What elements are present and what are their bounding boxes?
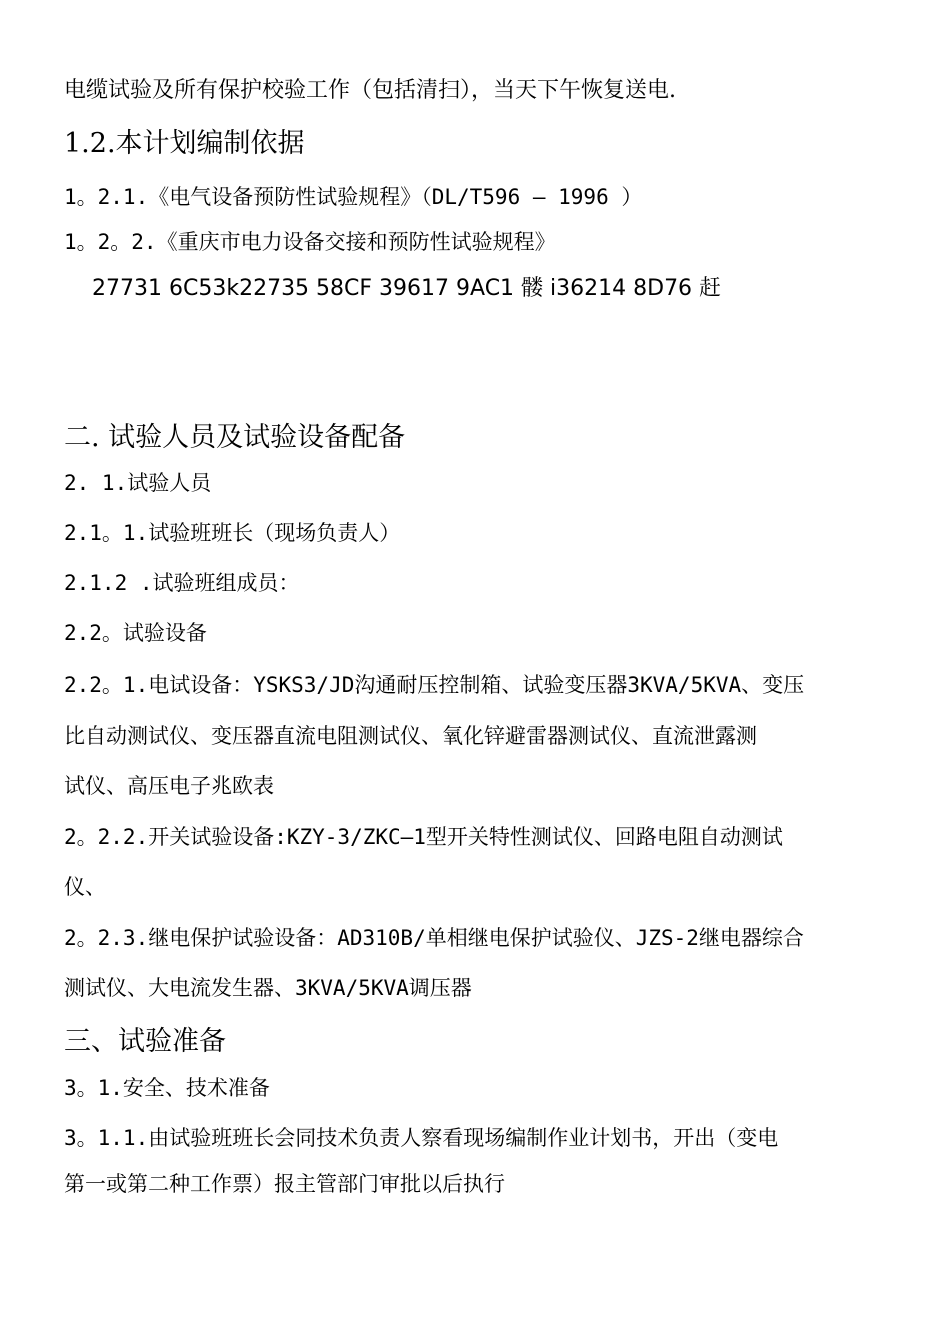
section-heading-2: 二. 试验人员及试验设备配备 [64, 422, 406, 453]
paragraph-line: 电缆试验及所有保护校验工作（包括清扫），当天下午恢复送电. [64, 78, 676, 103]
reference-item-2: 1。2。2.《重庆市电力设备交接和预防性试验规程》 [64, 230, 556, 254]
section-heading-1-2: 1.2.本计划编制依据 [64, 128, 305, 159]
reference-item-1: 1。2.1.《电气设备预防性试验规程》（DL/T596 — 1996 ） [64, 185, 643, 209]
garbled-text-line: 27731 6C53k22735 58CF 39617 9AC1 髅 i36214 8D76 赶 [92, 276, 722, 301]
section-heading-3: 三、试验准备 [64, 1026, 226, 1057]
item-2-2-2-line1: 2。2.2.开关试验设备:KZY-3/ZKC—1型开关特性测试仪、回路电阻自动测试 [64, 825, 783, 849]
item-2-1-1: 2.1。1.试验班班长（现场负责人） [64, 521, 401, 545]
item-2-2-1-line1: 2.2。1.电试设备：YSKS3/JD沟通耐压控制箱、试验变压器3KVA/5KVA、变压 [64, 673, 805, 697]
item-2-1-2: 2.1.2 .试验班组成员： [64, 571, 300, 595]
item-2-2-1-line2: 比自动测试仪、变压器直流电阻测试仪、氧化锌避雷器测试仪、直流泄露测 [64, 724, 757, 748]
item-2-2-1-line3: 试仪、高压电子兆欧表 [64, 774, 274, 798]
subsection-2-1: 2. 1.试验人员 [64, 471, 212, 495]
subsection-3-1: 3。1.安全、技术准备 [64, 1076, 270, 1100]
item-2-2-3-line2: 测试仪、大电流发生器、3KVA/5KVA调压器 [64, 976, 472, 1000]
item-3-1-1-line2: 第一或第二种工作票）报主管部门审批以后执行 [64, 1172, 505, 1196]
item-2-2-3-line1: 2。2.3.继电保护试验设备：AD310B/单相继电保护试验仪、JZS-2继电器综合 [64, 926, 804, 950]
subsection-2-2: 2.2。试验设备 [64, 621, 207, 645]
item-3-1-1-line1: 3。1.1.由试验班班长会同技术负责人察看现场编制作业计划书，开出（变电 [64, 1126, 779, 1150]
item-2-2-2-line2: 仪、 [64, 875, 106, 899]
